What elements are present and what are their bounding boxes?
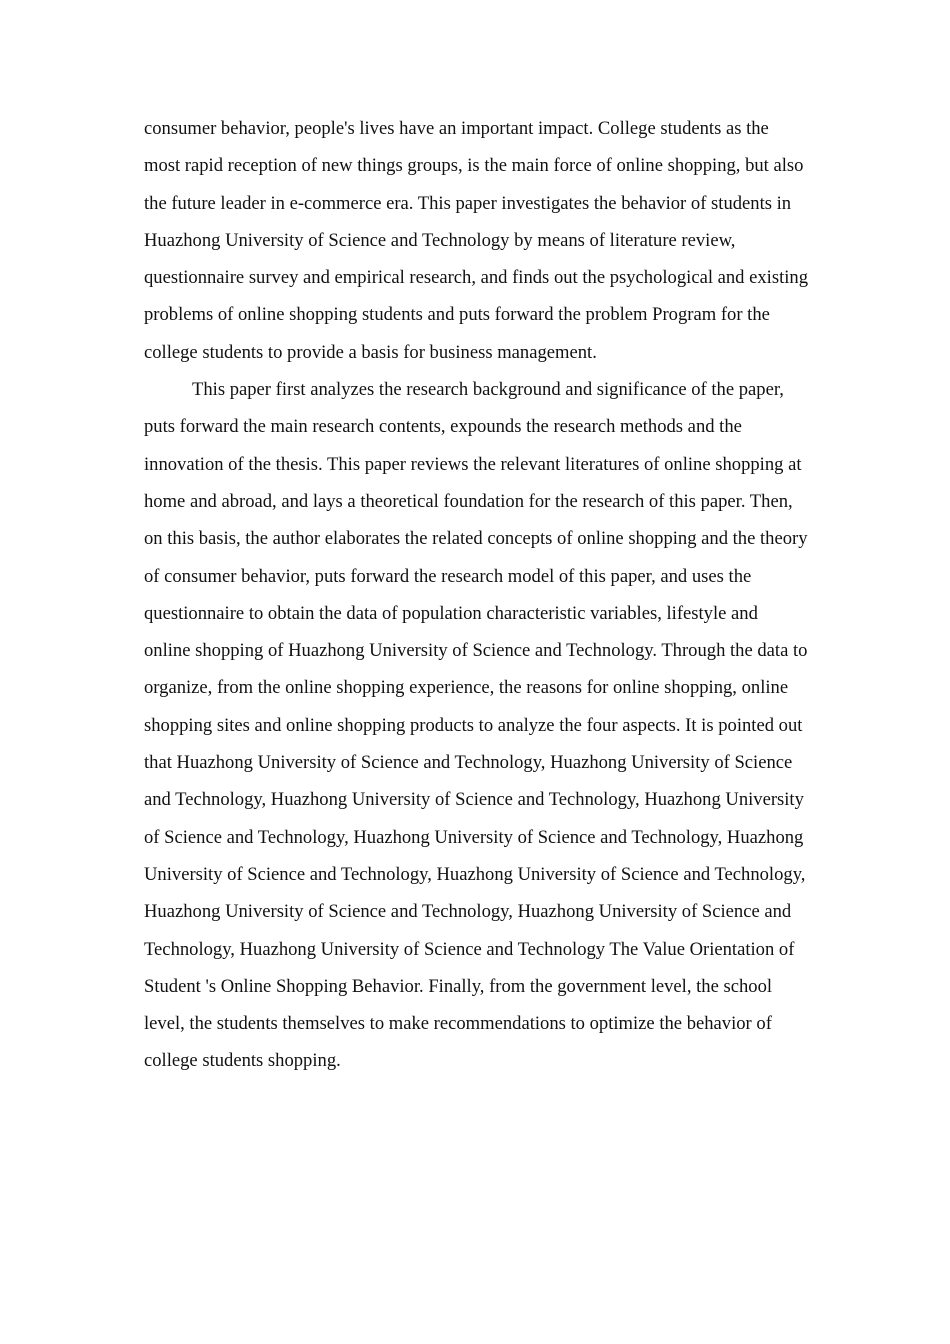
paragraph-summary: This paper first analyzes the research background and significance of the paper, puts forward the main research contents, expounds the research methods and the innovation of the thesis. This paper reviews the relevant literatures of online shopping at home and abroad, and lays a theoretical foundation for the research of this paper. Then, on this basis, the author elaborates the related concepts of online shopping and the theory of consumer behavior, puts forward the research model of this paper, and uses the questionnaire to obtain the data of population characteristic variables, lifestyle and online shopping of Huazhong University of Science and Technology. Through the data to organize, from the online shopping experience, the reasons for online shopping, online shopping sites and online shopping products to analyze the four aspects. It is pointed out that Huazhong University of Science and Technology, Huazhong University of Science and Technology, Huazhong University of Science and Technology, Huazhong University of Science and Technology, Huazhong University of Science and Technology, Huazhong University of Science and Technology, Huazhong University of Science and Technology, Huazhong University of Science and Technology, Huazhong University of Science and Technology, Huazhong University of Science and Technology The Value Orientation of Student 's Online Shopping Behavior. Finally, from the government level, the school level, the students themselves to make recommendations to optimize the behavior of college students shopping.	[144, 379, 808, 1072]
paragraph-continuation: consumer behavior, people's lives have an important impact. College students as the most rapid reception of new things groups, is the main force of online shopping, but also the future leader in e-commerce era. This paper investigates the behavior of students in Huazhong University of Science and Technology by means of literature review, questionnaire survey and empirical research, and finds out the psychological and existing problems of online shopping students and puts forward the problem Program for the college students to provide a basis for business management.	[144, 118, 809, 363]
document-body	[144, 110, 808, 1080]
